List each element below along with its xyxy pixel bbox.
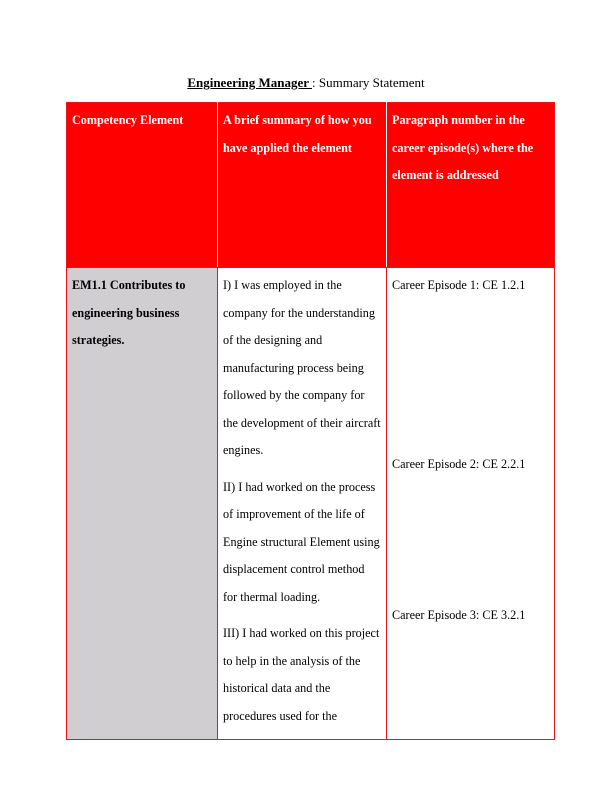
summary-paragraph-2: II) I had worked on the process of improvement of the life of Engine structural Element using displacement control method for thermal loading.	[223, 479, 380, 604]
reference-ce1: Career Episode 1: CE 1.2.1	[392, 278, 526, 292]
summary-table	[66, 102, 555, 740]
reference-ce2: Career Episode 2: CE 2.2.1	[392, 457, 526, 471]
summary-paragraph-3: III) I had worked on this project to help in the analysis of the historical data and the procedures used for the	[223, 626, 380, 723]
document-title	[0, 75, 612, 91]
header-competency-element: Competency Element	[67, 103, 218, 268]
summary-cell	[218, 268, 387, 740]
header-paragraph-number: Paragraph number in the career episode(s) where the element is addressed	[387, 103, 555, 268]
summary-paragraph-1: I) I was employed in the company for the understanding of the designing and manufacturing process being followed by the company for the development of their aircraft engines.	[223, 278, 381, 457]
table-header-row	[67, 103, 555, 268]
reference-ce3: Career Episode 3: CE 3.2.1	[392, 608, 526, 622]
competency-element-cell: EM1.1 Contributes to engineering business strategies.	[67, 268, 218, 740]
document-title-main: Engineering Manager	[187, 75, 313, 90]
document-title-rest: : Summary Statement	[312, 75, 425, 90]
references-cell	[387, 268, 555, 740]
table-row	[67, 268, 555, 740]
header-summary: A brief summary of how you have applied the element	[218, 103, 387, 268]
